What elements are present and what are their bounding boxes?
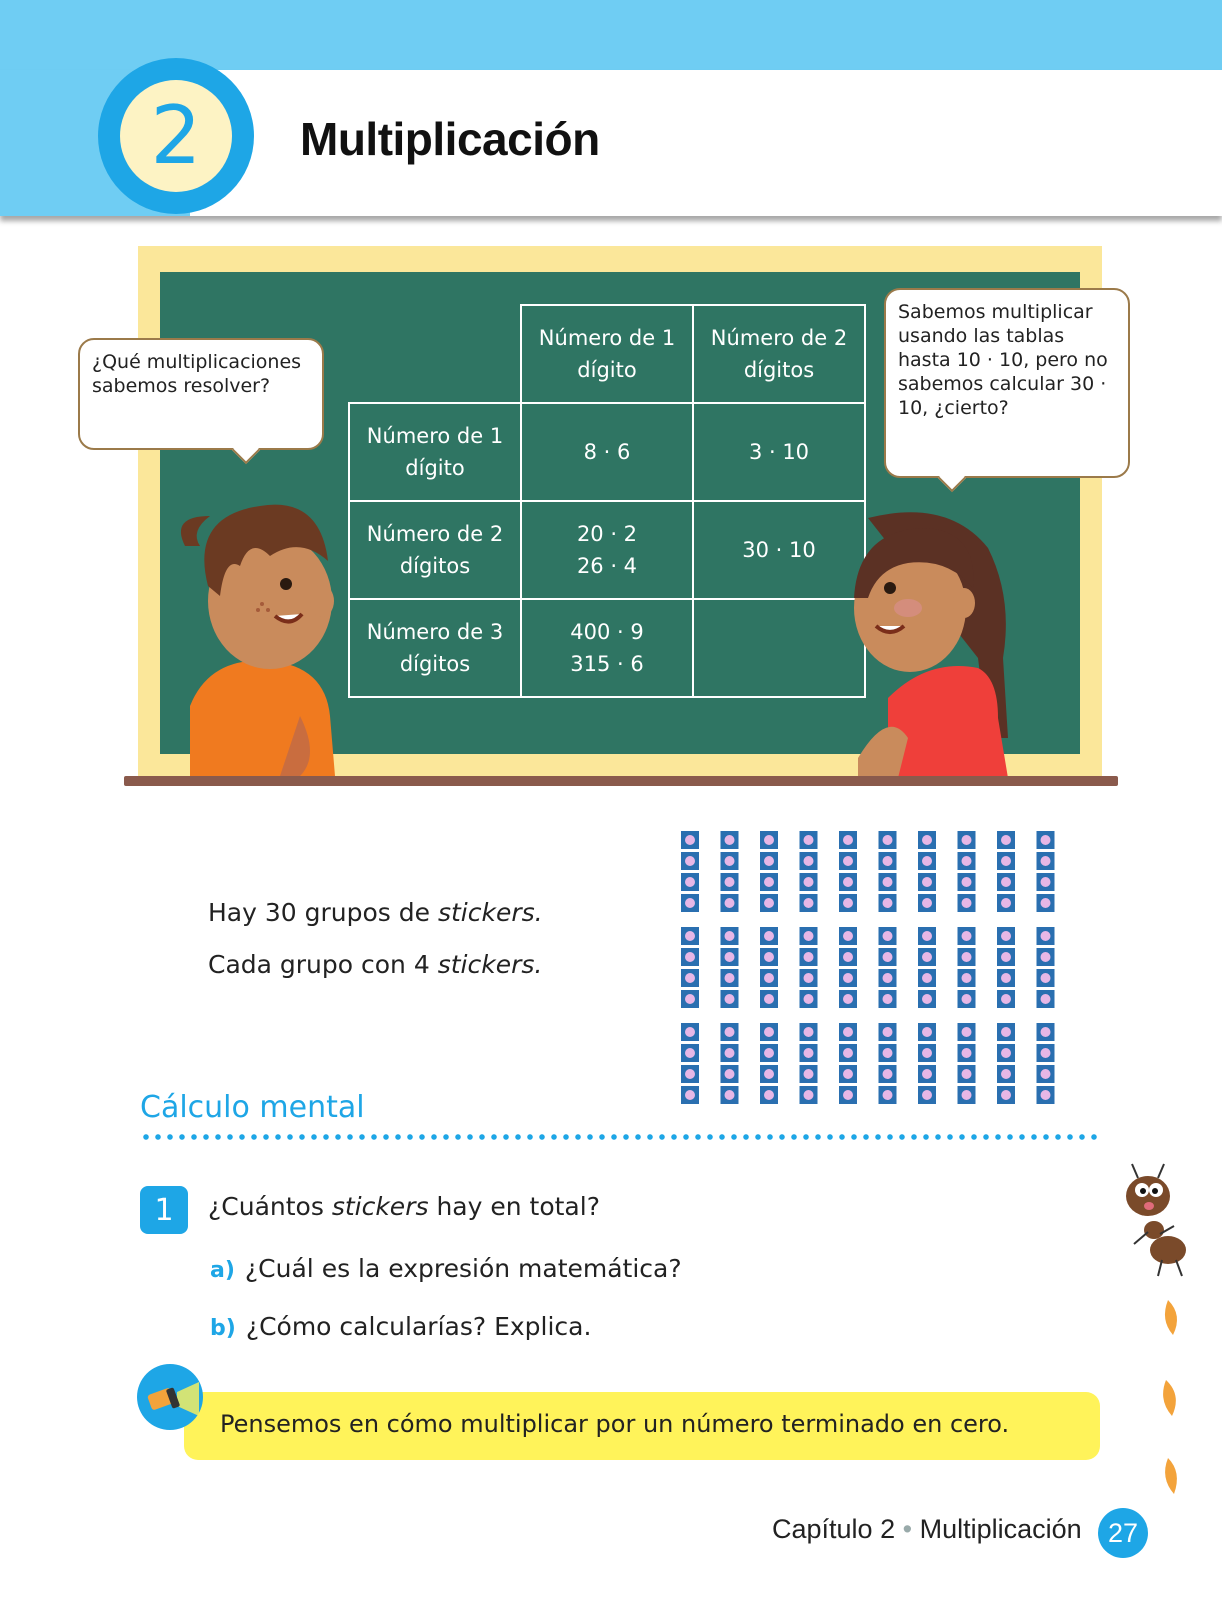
sticker-flower (764, 898, 774, 908)
sticker-flower (1001, 994, 1011, 1004)
col-header: Número de 1 dígito (521, 305, 693, 403)
leaf-icon (1158, 1300, 1188, 1500)
sticker-flower (1041, 898, 1051, 908)
statement-text: Cada grupo con 4 (208, 950, 438, 979)
sticker-flower (804, 1048, 814, 1058)
sticker-flower (1001, 877, 1011, 887)
sticker-group (879, 831, 897, 912)
sticker-flower (1041, 1069, 1051, 1079)
girl-illustration (838, 508, 1068, 786)
footer-title: Multiplicación (919, 1514, 1082, 1544)
sticker-flower (725, 877, 735, 887)
sticker-group (1037, 831, 1055, 912)
sticker-flower (962, 898, 972, 908)
sticker-flower (843, 1048, 853, 1058)
sticker-flower (1001, 952, 1011, 962)
sticker-flower (1001, 856, 1011, 866)
sticker-flower (922, 931, 932, 941)
sticker-flower (1001, 931, 1011, 941)
sticker-flower (764, 931, 774, 941)
sticker-group (681, 927, 699, 1008)
sticker-group (1037, 1023, 1055, 1104)
sticker-flower (1001, 1090, 1011, 1100)
sticker-flower (804, 931, 814, 941)
sticker-flower (962, 877, 972, 887)
ant-icon (1118, 1160, 1198, 1280)
sticker-group (918, 927, 936, 1008)
row-header: Número de 3 dígitos (349, 599, 521, 697)
sticker-flower (725, 1048, 735, 1058)
sticker-group (879, 1023, 897, 1104)
sticker-flower (922, 856, 932, 866)
sticker-flower (764, 1090, 774, 1100)
sticker-flower (764, 835, 774, 845)
statement-text: Hay 30 grupos de (208, 898, 438, 927)
sticker-group (800, 927, 818, 1008)
sticker-flower (725, 835, 735, 845)
sticker-flower (804, 835, 814, 845)
sticker-flower (922, 1090, 932, 1100)
sticker-group (918, 1023, 936, 1104)
sticker-flower (1041, 1048, 1051, 1058)
sticker-flower (843, 1069, 853, 1079)
sticker-flower (1041, 856, 1051, 866)
subquestion-text: ¿Cuál es la expresión matemática? (244, 1254, 682, 1283)
subquestion-text: ¿Cómo calcularías? Explica. (245, 1312, 592, 1341)
hint-text: Pensemos en cómo multiplicar por un número terminado en cero. (220, 1410, 1010, 1438)
sticker-flower (883, 877, 893, 887)
sticker-flower (922, 877, 932, 887)
question-emphasis: stickers (331, 1192, 429, 1221)
sticker-flower (725, 856, 735, 866)
sticker-group (839, 1023, 857, 1104)
sticker-flower (1041, 973, 1051, 983)
sticker-flower (843, 973, 853, 983)
sticker-flower (922, 1027, 932, 1037)
sticker-group (958, 927, 976, 1008)
sticker-flower (883, 952, 893, 962)
sticker-flower (764, 877, 774, 887)
chapter-title: Multiplicación (300, 113, 600, 165)
statement-emphasis: stickers. (437, 950, 543, 979)
sticker-flower (685, 856, 695, 866)
table-cell: 30 · 10 (693, 501, 865, 599)
sticker-flower (843, 856, 853, 866)
sticker-flower (804, 973, 814, 983)
sticker-flower (725, 994, 735, 1004)
sticker-flower (804, 1069, 814, 1079)
statement-emphasis: stickers. (437, 898, 543, 927)
sticker-flower (1041, 952, 1051, 962)
sticker-flower (843, 1027, 853, 1037)
sticker-flower (843, 877, 853, 887)
row-header: Número de 1 dígito (349, 403, 521, 501)
multiplication-table (348, 304, 866, 698)
chapter-badge (98, 58, 254, 214)
sticker-flower (725, 1090, 735, 1100)
table-cell: 20 · 2 26 · 4 (521, 501, 693, 599)
sticker-flower (685, 931, 695, 941)
sticker-flower (804, 1027, 814, 1037)
sticker-flower (883, 994, 893, 1004)
sticker-flower (922, 973, 932, 983)
sticker-flower (962, 1048, 972, 1058)
sticker-flower (725, 973, 735, 983)
sticker-flower (764, 1069, 774, 1079)
sticker-flower (962, 973, 972, 983)
sticker-flower (843, 1090, 853, 1100)
col-header: Número de 2 dígitos (693, 305, 865, 403)
sticker-flower (685, 994, 695, 1004)
sticker-flower (685, 898, 695, 908)
sticker-group (760, 831, 778, 912)
sticker-flower (962, 994, 972, 1004)
speech-text-right: Sabemos multiplicar usando las tablas hasta 10 · 10, pero no sabemos calcular 30 · 10, ¿cierto? (898, 301, 1108, 419)
subquestion-label: b) (210, 1316, 236, 1341)
sticker-flower (922, 952, 932, 962)
table-cell: 400 · 9 315 · 6 (521, 599, 693, 697)
speech-text-left: ¿Qué multiplicaciones sabemos resolver? (92, 351, 302, 397)
page-number: 27 (1098, 1508, 1148, 1558)
sticker-flower (764, 952, 774, 962)
table-corner (349, 305, 521, 403)
sticker-group (721, 831, 739, 912)
sticker-flower (1001, 1027, 1011, 1037)
subquestion-a (210, 1254, 682, 1283)
sticker-flower (962, 1069, 972, 1079)
sticker-flower (883, 1090, 893, 1100)
speech-bubble-left (78, 338, 324, 450)
sticker-flower (843, 994, 853, 1004)
sticker-flower (685, 973, 695, 983)
sticker-flower (804, 856, 814, 866)
sticker-group (800, 1023, 818, 1104)
sticker-flower (922, 1069, 932, 1079)
flashlight-glyph (137, 1364, 203, 1430)
sticker-flower (804, 994, 814, 1004)
sticker-flower (685, 835, 695, 845)
speech-bubble-right (884, 288, 1130, 478)
table-cell: 3 · 10 (693, 403, 865, 501)
sticker-flower (962, 952, 972, 962)
chalkboard-ledge (124, 776, 1118, 786)
sticker-flower (883, 973, 893, 983)
statement-per-group (208, 950, 542, 979)
sticker-flower (843, 835, 853, 845)
sticker-flower (764, 1027, 774, 1037)
question-text (208, 1192, 600, 1221)
sticker-flower (725, 1069, 735, 1079)
sticker-flower (725, 931, 735, 941)
sticker-flower (685, 1027, 695, 1037)
subquestion-b (210, 1312, 591, 1341)
sticker-flower (922, 994, 932, 1004)
sticker-flower (804, 1090, 814, 1100)
sticker-flower (883, 898, 893, 908)
sticker-flower (883, 1027, 893, 1037)
sticker-flower (883, 835, 893, 845)
sticker-flower (685, 952, 695, 962)
question-number: 1 (140, 1186, 188, 1234)
sticker-flower (962, 931, 972, 941)
sticker-flower (883, 1048, 893, 1058)
sticker-flower (1041, 877, 1051, 887)
sticker-group (997, 831, 1015, 912)
sticker-group (721, 1023, 739, 1104)
sticker-flower (725, 898, 735, 908)
stickers-array (680, 830, 1070, 1110)
subquestion-label: a) (210, 1258, 235, 1283)
sticker-flower (804, 877, 814, 887)
sticker-group (839, 831, 857, 912)
sticker-flower (725, 1027, 735, 1037)
sticker-flower (922, 1048, 932, 1058)
sticker-flower (1041, 931, 1051, 941)
sticker-group (760, 927, 778, 1008)
page-footer (772, 1514, 1082, 1545)
sticker-group (958, 1023, 976, 1104)
sticker-flower (1041, 1090, 1051, 1100)
sticker-flower (962, 856, 972, 866)
statement-groups (208, 898, 543, 927)
sticker-flower (1001, 973, 1011, 983)
sticker-flower (843, 931, 853, 941)
question-part: hay en total? (428, 1192, 600, 1221)
sticker-group (1037, 927, 1055, 1008)
sticker-flower (764, 856, 774, 866)
sticker-flower (764, 973, 774, 983)
sticker-group (681, 1023, 699, 1104)
sticker-group (997, 1023, 1015, 1104)
sticker-flower (1001, 1069, 1011, 1079)
footer-separator: • (902, 1514, 913, 1544)
sticker-flower (685, 1090, 695, 1100)
sticker-flower (883, 931, 893, 941)
sticker-flower (764, 994, 774, 1004)
sticker-flower (1001, 1048, 1011, 1058)
sticker-flower (962, 1090, 972, 1100)
dotted-divider (140, 1134, 1100, 1140)
sticker-flower (1041, 835, 1051, 845)
sticker-flower (843, 898, 853, 908)
boy-illustration (150, 476, 370, 786)
sticker-flower (843, 952, 853, 962)
sticker-flower (962, 1027, 972, 1037)
sticker-flower (883, 856, 893, 866)
sticker-flower (1001, 898, 1011, 908)
footer-chapter: Capítulo 2 (772, 1514, 896, 1544)
sticker-flower (1041, 994, 1051, 1004)
sticker-flower (883, 1069, 893, 1079)
section-title: Cálculo mental (140, 1090, 365, 1125)
chapter-number: 2 (120, 80, 232, 192)
sticker-group (958, 831, 976, 912)
sticker-flower (685, 877, 695, 887)
sticker-group (918, 831, 936, 912)
sticker-group (997, 927, 1015, 1008)
sticker-flower (804, 952, 814, 962)
question-part: ¿Cuántos (208, 1192, 332, 1221)
sticker-flower (764, 1048, 774, 1058)
sticker-flower (962, 835, 972, 845)
sticker-group (721, 927, 739, 1008)
sticker-flower (922, 898, 932, 908)
row-header: Número de 2 dígitos (349, 501, 521, 599)
sticker-flower (685, 1048, 695, 1058)
flashlight-icon (137, 1364, 203, 1430)
sticker-flower (1041, 1027, 1051, 1037)
sticker-group (760, 1023, 778, 1104)
sticker-flower (804, 898, 814, 908)
sticker-group (800, 831, 818, 912)
sticker-group (681, 831, 699, 912)
sticker-group (839, 927, 857, 1008)
sticker-group (879, 927, 897, 1008)
table-cell: 8 · 6 (521, 403, 693, 501)
sticker-flower (685, 1069, 695, 1079)
sticker-flower (922, 835, 932, 845)
sticker-flower (725, 952, 735, 962)
sticker-flower (1001, 835, 1011, 845)
